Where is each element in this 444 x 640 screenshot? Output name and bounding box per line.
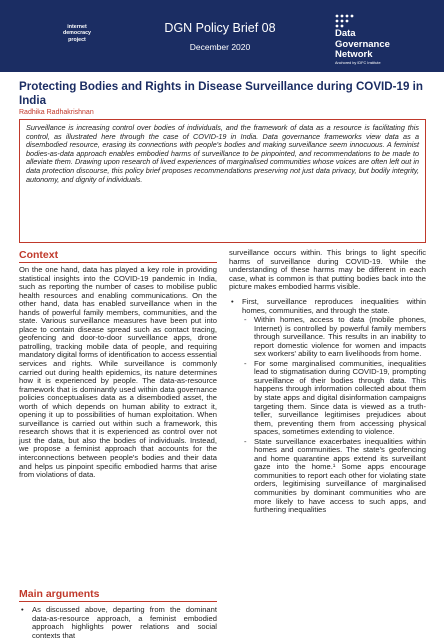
network-name <box>335 29 390 61</box>
dash-icon: - <box>244 315 247 325</box>
page-header <box>0 0 444 72</box>
logo-line: internet <box>67 24 87 30</box>
main-arguments-rule <box>19 601 217 602</box>
logo-line: democracy <box>63 30 91 37</box>
dash-icon: - <box>244 358 247 368</box>
sub-list-item <box>242 316 426 359</box>
dash-icon: - <box>244 436 247 446</box>
bullet-icon: • <box>231 297 234 306</box>
brief-date: December 2020 <box>189 42 251 52</box>
sub-list-item <box>242 360 426 437</box>
network-name-line: Governance <box>335 38 390 50</box>
brief-title: DGN Policy Brief 08 <box>164 21 276 35</box>
context-heading: Context <box>19 249 59 261</box>
logo-line: project <box>68 36 86 43</box>
list-item-text: First, surveillance reproduces inequalities within homes, communities, and through the state. <box>242 297 426 315</box>
list-item <box>229 298 426 515</box>
sub-list-item-text: For some marginalised communities, inequalities lead to stigmatisation during COVID-19, prompting surveillance of their bodies through data. This happens through information collected about them by state apps and digital disinformation campaigns targeting them. Since data is viewed as a truth-teller, surveillance legitimises prejudices about them, preventing them from accessing physical spaces, sometimes extending to violence. <box>254 358 426 437</box>
abstract-box: Surveillance is increasing control over bodies of individuals, and the framework of data as a resource is facilitating this control, as illustrated here through the case of COVID-19 in India. Data governance frameworks view data as a disembodied resource, erasing its connections with people's bodies and making surveillance seem innocuous. A feminist bodies-as-data approach enables embodied harms of surveillance to be pinpointed, and recommendations to be made to alleviate them. Drawing upon research of lived experiences of marginalised communities whose voices are often left out in data protection discourse, this policy brief proposes recommendations preserving not just data privacy, but bodily integrity, autonomy, and dignity of individuals. <box>19 119 426 243</box>
main-arguments-heading: Main arguments <box>19 588 100 600</box>
sub-list-item <box>242 438 426 515</box>
bullet-icon: • <box>21 605 24 614</box>
document-title: Protecting Bodies and Rights in Disease Surveillance during COVID-19 in India <box>19 80 423 107</box>
sub-list-item-text: Within homes, access to data (mobile phones, Internet) is controlled by powerful family members through surveillance. This results in an inability to report domestic violence for women and impacts sex workers' ability to earn livelihoods from home. <box>254 315 426 359</box>
continuation-text: surveillance occurs within. This brings to light specific harms of surveillance during COVID-19. While the understanding of these harms may be different in each case, what is common is that putting bodies back into the picture makes embodied harms visible. <box>229 248 426 292</box>
network-tagline: Anchored by IDFC Institute <box>335 61 381 65</box>
sub-list <box>242 316 426 515</box>
author-name: Radhika Radhakrishnan <box>19 109 94 116</box>
context-body: On the one hand, data has played a key role in providing statistical insights into the COVID-19 pandemic in India, such as reporting the number of cases to mobilise public health resources and enabling communications. On the other hand, data has enabled surveillance when in the hands of powerful family members, communities, and the state. Various surveillance measures have been put into place to contain disease spread such as contact tracing, geofencing and door-to-door surveillance apps, drone patrolling, tracking mobile data of people, and requiring mandatory digital forms of identification to access essential services and rights. While surveillance is commonly carried out during health epidemics, its nature determines how it is experienced by people. The data-as-resource framework that is dominantly used within data governance policies conceptualises data as a disembodied asset, the worth of which depends on human ability to extract it, opening it up to possibilities of human exploitation. When surveillance is carried out within such a framework, this research shows that it is experienced as control over not just the data, but also the bodies of individuals. Instead, we propose a feminist approach that accounts for the interconnections between people's bodies and their data and helps us pinpoint specific embodied harms that arise from violations of data. <box>19 265 217 480</box>
sub-list-item-text: State surveillance exacerbates inequalities within homes and communities. The state's geofencing and home quarantine apps extend its surveillant gaze into the home.¹ Some apps encourage communities to report each other for violating state orders, legitimising surveillance of marginalised communities by dominant communities who are more likely to have access to such apps, and furthering inequalities <box>254 436 426 515</box>
network-name-line: Data <box>335 28 356 39</box>
inequalities-list <box>229 298 426 515</box>
list-item-text: As discussed above, departing from the dominant data-as-resource approach, a feminist embodied approach highlights power relations and social contexts that <box>32 605 217 640</box>
list-item <box>19 606 217 640</box>
context-rule <box>19 262 217 263</box>
internet-democracy-project-logo <box>47 24 107 43</box>
network-name-line: Network <box>335 49 373 60</box>
network-dots-icon <box>335 14 363 28</box>
main-arguments-list <box>19 606 217 640</box>
